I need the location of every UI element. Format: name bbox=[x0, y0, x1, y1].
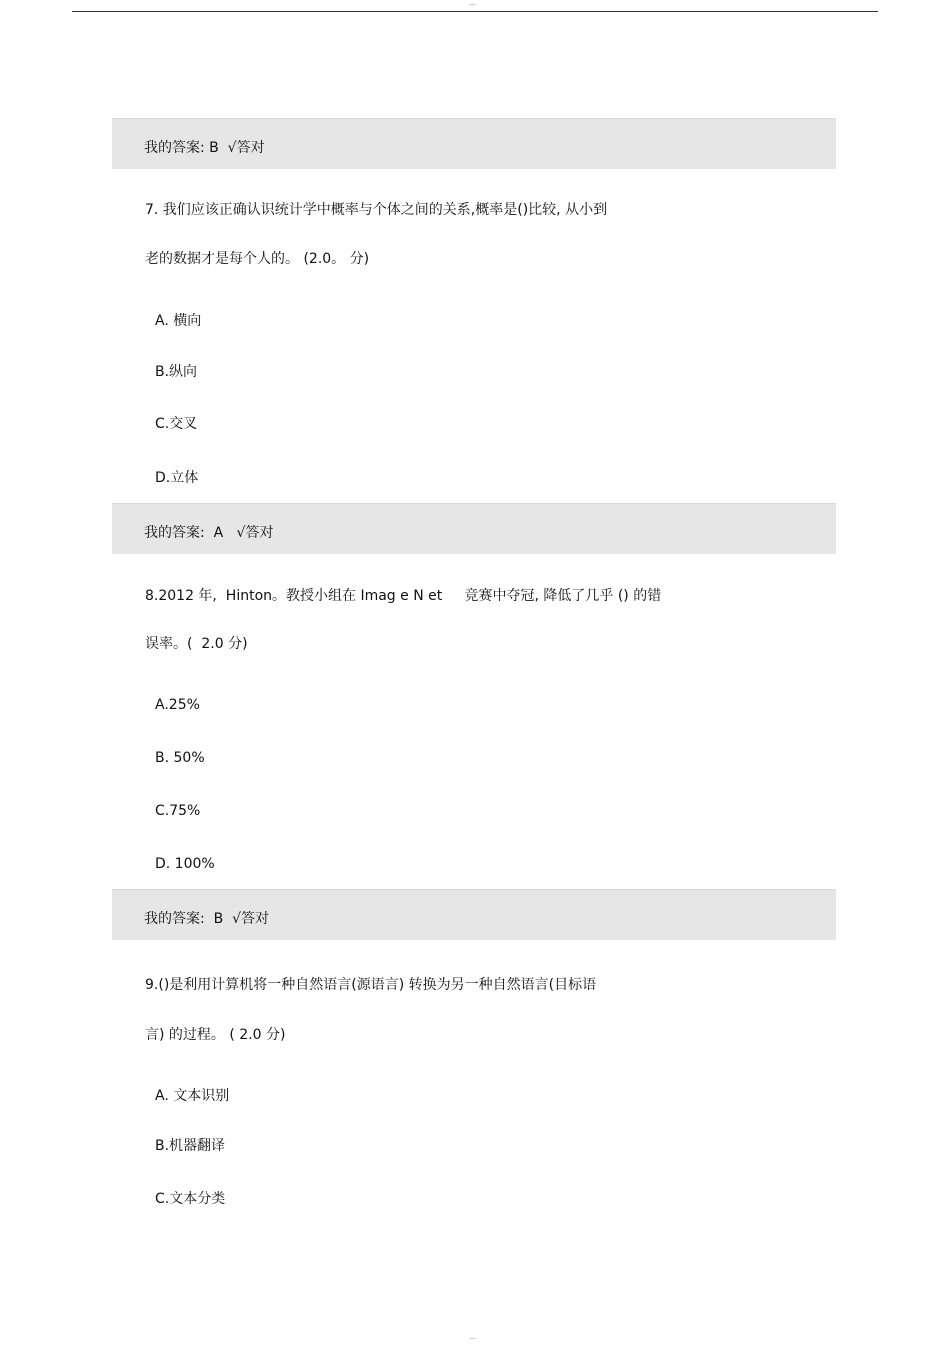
q8-option-d[interactable]: D. 100% bbox=[155, 856, 215, 872]
q9-option-c[interactable]: C.文本分类 bbox=[155, 1191, 226, 1207]
question-7-line1: 7. 我们应该正确认识统计学中概率与个体之间的关系,概率是()比较, 从小到 bbox=[145, 202, 608, 218]
q8-option-a[interactable]: A.25% bbox=[155, 697, 200, 713]
q9-option-b[interactable]: B.机器翻译 bbox=[155, 1138, 226, 1154]
q9-option-a[interactable]: A. 文本识别 bbox=[155, 1088, 230, 1104]
answer-bar-q8 bbox=[112, 889, 836, 940]
question-9-line2: 言) 的过程。 ( 2.0 分) bbox=[145, 1027, 286, 1043]
q8-option-c[interactable]: C.75% bbox=[155, 803, 201, 819]
question-8-line2: 误率。( 2.0 分) bbox=[145, 636, 248, 652]
my-answer-q7: 我的答案: A √答对 bbox=[144, 525, 274, 541]
question-7-line2: 老的数据才是每个人的。 (2.0。 分) bbox=[145, 251, 370, 267]
q7-option-d[interactable]: D.立体 bbox=[155, 470, 199, 486]
my-answer-q8: 我的答案: B √答对 bbox=[144, 911, 270, 927]
question-9-line1: 9.()是利用计算机将一种自然语言(源语言) 转换为另一种自然语言(目标语 bbox=[145, 977, 597, 993]
question-8-line1: 8.2012 年, Hinton。教授小组在 Imag e N et 竞赛中夺冠, 降低了几乎 () 的错 bbox=[145, 588, 662, 604]
answer-bar-q7 bbox=[112, 503, 836, 554]
q8-option-b[interactable]: B. 50% bbox=[155, 750, 205, 766]
my-answer-q6: 我的答案: B √答对 bbox=[144, 140, 265, 156]
q7-option-b[interactable]: B.纵向 bbox=[155, 364, 198, 380]
q7-option-c[interactable]: C.交叉 bbox=[155, 416, 198, 432]
header-rule bbox=[72, 11, 878, 12]
header-mark: — bbox=[469, 0, 476, 8]
footer-mark: — bbox=[469, 1334, 476, 1342]
q7-option-a[interactable]: A. 横向 bbox=[155, 313, 202, 329]
answer-bar-q6 bbox=[112, 118, 836, 169]
